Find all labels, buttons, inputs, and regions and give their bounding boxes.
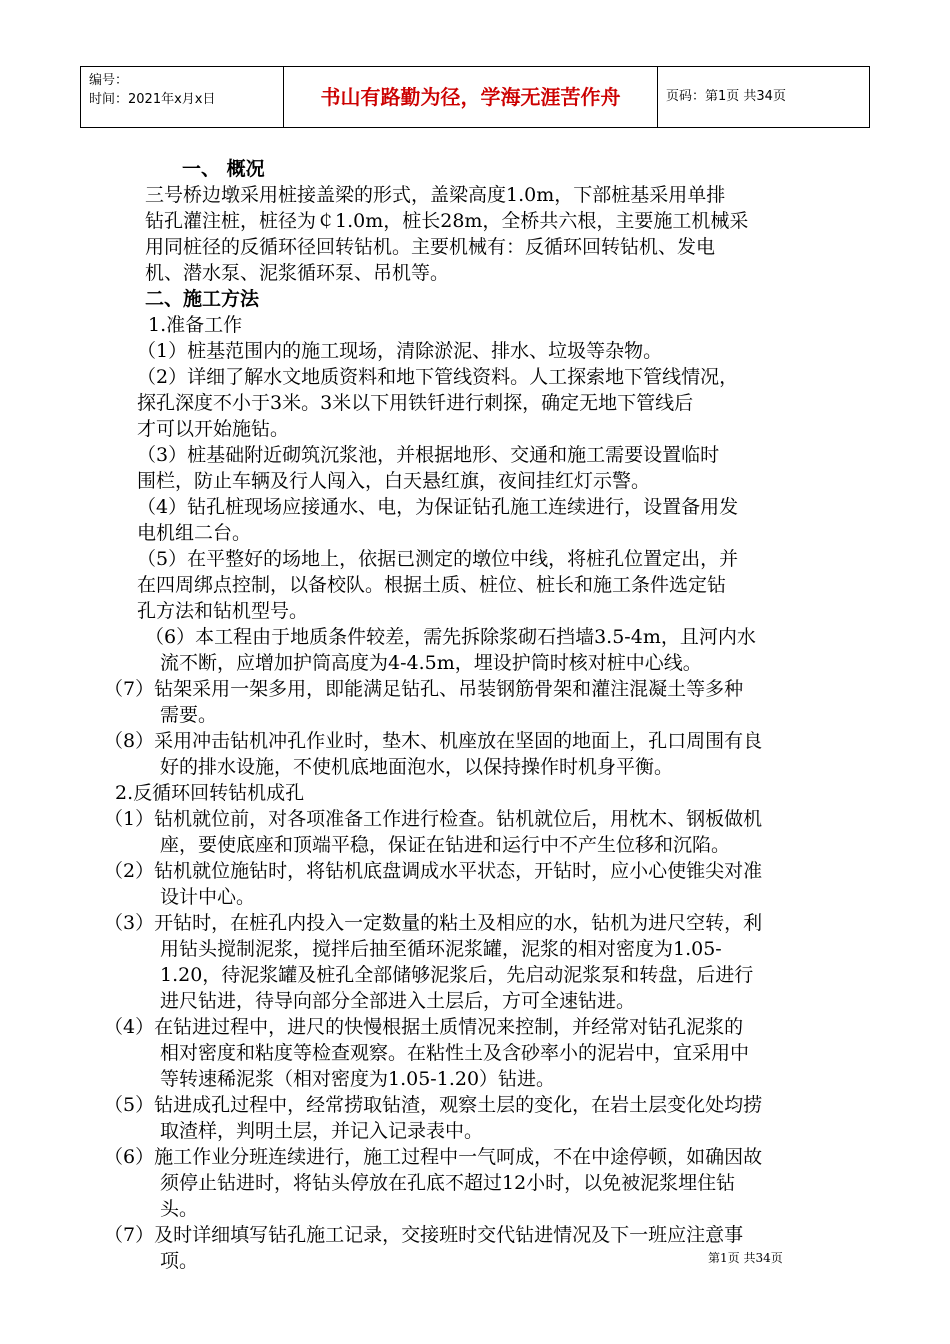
text-line: 探孔深度不小于3米。3米以下用铁钎进行刺探，确定无地下管线后 xyxy=(137,392,694,414)
text-line: （6）施工作业分班连续进行，施工过程中一气呵成，不在中途停顿，如确因故 xyxy=(104,1146,763,1168)
text-line: 头。 xyxy=(160,1198,199,1220)
text-line: 需要。 xyxy=(160,704,218,726)
text-line: （5）钻进成孔过程中，经常捞取钻渣，观察土层的变化，在岩土层变化处均捞 xyxy=(104,1094,763,1116)
number-label: 编号： xyxy=(89,73,129,88)
text-line: 1.20，待泥浆罐及桩孔全部储够泥浆后，先启动泥浆泵和转盘，后进行 xyxy=(160,964,754,986)
time-label: 时间：2021年x月x日 xyxy=(89,92,216,107)
text-line: 才可以开始施钻。 xyxy=(137,418,290,440)
text-line: 项。 xyxy=(160,1250,199,1272)
text-line: 取渣样，判明土层，并记入记录表中。 xyxy=(160,1120,484,1142)
text-line: 机、潜水泵、泥浆循环泵、吊机等。 xyxy=(145,262,450,284)
page-footer: 第1页 共34页 xyxy=(708,1251,783,1265)
text-line: 三号桥边墩采用桩接盖梁的形式，盖梁高度1.0m，下部桩基采用单排 xyxy=(145,184,726,206)
text-line: 孔方法和钻机型号。 xyxy=(137,600,309,622)
text-line: 用钻头搅制泥浆，搅拌后抽至循环泥浆罐，泥浆的相对密度为1.05- xyxy=(160,938,722,960)
motto: 书山有路勤为径，学海无涯苦作舟 xyxy=(284,67,658,127)
subheading-prep: 1.准备工作 xyxy=(148,314,243,336)
text-line: （6）本工程由于地质条件较差，需先拆除浆砌石挡墙3.5-4m，且河内水 xyxy=(145,626,756,648)
page-label: 页码：第1页 共34页 xyxy=(666,89,786,104)
text-line: 用同桩径的反循环径回转钻机。主要机械有：反循环回转钻机、发电 xyxy=(145,236,716,258)
text-line: 好的排水设施，不使机底地面泡水，以保持操作时机身平衡。 xyxy=(160,756,674,778)
text-line: （2）详细了解水文地质资料和地下管线资料。人工探索地下管线情况， xyxy=(137,366,739,388)
text-line: 座，要使底座和顶端平稳，保证在钻进和运行中不产生位移和沉陷。 xyxy=(160,834,731,856)
text-line: 相对密度和粘度等检查观察。在粘性土及含砂率小的泥岩中，宜采用中 xyxy=(160,1042,750,1064)
text-line: 须停止钻进时，将钻头停放在孔底不超过12小时，以免被泥浆埋住钻 xyxy=(160,1172,736,1194)
text-line: （7）及时详细填写钻孔施工记录，交接班时交代钻进情况及下一班应注意事 xyxy=(104,1224,744,1246)
subheading-drilling: 2.反循环回转钻机成孔 xyxy=(115,782,305,804)
text-line: （7）钻架采用一架多用，即能满足钻孔、吊装钢筋骨架和灌注混凝土等多种 xyxy=(104,678,744,700)
text-line: （5）在平整好的场地上，依据已测定的墩位中线，将桩孔位置定出，并 xyxy=(137,548,739,570)
text-line: 进尺钻进，待导向部分全部进入土层后，方可全速钻进。 xyxy=(160,990,636,1012)
text-line: （1）钻机就位前，对各项准备工作进行检查。钻机就位后，用枕木、钢板做机 xyxy=(104,808,763,830)
text-line: （4）钻孔桩现场应接通水、电，为保证钻孔施工连续进行，设置备用发 xyxy=(137,496,739,518)
text-line: （3）桩基础附近砌筑沉浆池，并根据地形、交通和施工需要设置临时 xyxy=(137,444,720,466)
text-line: 钻孔灌注桩，桩径为￠1.0m，桩长28m，全桥共六根，主要施工机械采 xyxy=(145,210,749,232)
text-line: 流不断，应增加护筒高度为4-4.5m，埋设护筒时核对桩中心线。 xyxy=(160,652,702,674)
text-line: （4）在钻进过程中，进尺的快慢根据土质情况来控制，并经常对钻孔泥浆的 xyxy=(104,1016,744,1038)
text-line: （1）桩基范围内的施工现场，清除淤泥、排水、垃圾等杂物。 xyxy=(137,340,663,362)
text-line: （8）采用冲击钻机冲孔作业时，垫木、机座放在坚固的地面上，孔口周围有良 xyxy=(104,730,763,752)
text-line: 电机组二台。 xyxy=(137,522,252,544)
text-line: （2）钻机就位施钻时，将钻机底盘调成水平状态，开钻时，应小心使锥尖对准 xyxy=(104,860,763,882)
heading-method: 二、施工方法 xyxy=(145,288,260,310)
text-line: 围栏，防止车辆及行人闯入，白天悬红旗，夜间挂红灯示警。 xyxy=(137,470,651,492)
heading-overview: 一、 概况 xyxy=(182,158,265,180)
text-line: 设计中心。 xyxy=(160,886,256,908)
text-line: 在四周绑点控制，以备校队。根据土质、桩位、桩长和施工条件选定钻 xyxy=(137,574,727,596)
text-line: 等转速稀泥浆（相对密度为1.05-1.20）钻进。 xyxy=(160,1068,556,1090)
text-line: （3）开钻时，在桩孔内投入一定数量的粘土及相应的水，钻机为进尺空转，利 xyxy=(104,912,763,934)
